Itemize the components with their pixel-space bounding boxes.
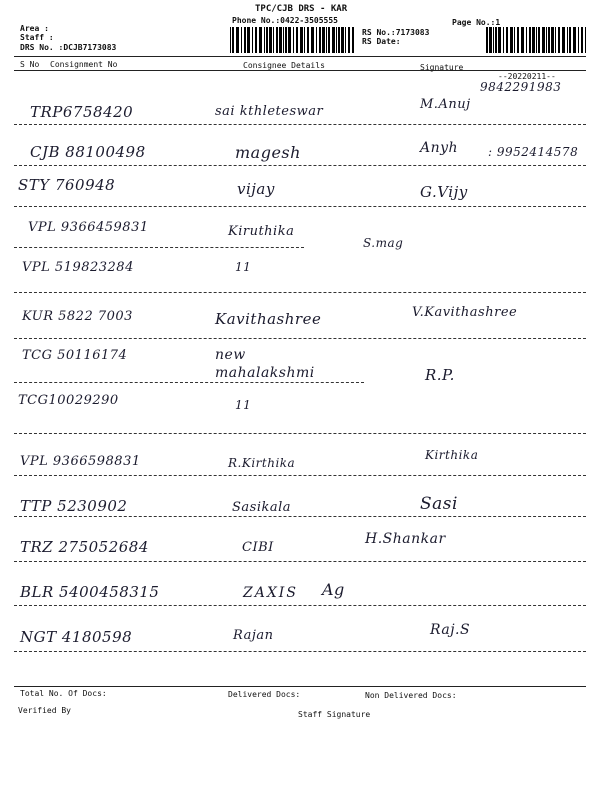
total-docs-label: Total No. Of Docs:	[20, 689, 107, 698]
staff-signature-label: Staff Signature	[298, 710, 371, 719]
page-number: Page No.:1	[452, 18, 501, 27]
barcode-right	[486, 27, 586, 53]
column-consignee: Consignee Details	[243, 61, 325, 70]
consignee-name: Sasikala	[232, 500, 292, 515]
barcode-left	[230, 27, 354, 53]
consignee-name: sai kthleteswar	[215, 104, 324, 119]
row-divider	[14, 247, 304, 248]
consignee-name: new mahalakshmi	[215, 347, 315, 381]
phone-note: : 9952414578	[488, 145, 579, 159]
consignee-name: magesh	[235, 143, 301, 162]
signature-text: S.mag	[363, 236, 404, 250]
row-divider	[14, 165, 586, 166]
consignment-number: TTP 5230902	[20, 497, 128, 515]
consignment-number: CJB 88100498	[30, 143, 146, 161]
consignment-number: TRZ 275052684	[20, 538, 149, 556]
row-divider	[14, 338, 586, 339]
row-divider	[14, 605, 586, 606]
signature-text: V.Kavithashree	[412, 305, 518, 320]
consignee-name: Kiruthika	[228, 224, 295, 239]
consignee-name: 11	[235, 260, 252, 274]
delivered-docs-label: Delivered Docs:	[228, 690, 301, 699]
consignee-name: Rajan	[233, 628, 274, 643]
consignment-number: STY 760948	[18, 176, 116, 194]
signature-text: Ag	[322, 580, 345, 599]
top-phone-note: 9842291983	[480, 80, 562, 94]
consignee-name: CIBI	[242, 540, 274, 555]
signature-text: R.P.	[425, 366, 455, 384]
consignment-number: TCG10029290	[18, 393, 119, 408]
row-divider	[14, 382, 364, 383]
column-sno: S No	[20, 60, 40, 69]
verified-by-label: Verified By	[18, 706, 71, 715]
row-divider	[14, 206, 586, 207]
column-consignment: Consignment No	[50, 60, 118, 69]
consignment-number: TRP6758420	[30, 103, 134, 121]
consignee-name: R.Kirthika	[228, 456, 296, 470]
non-delivered-docs-label: Non Delivered Docs:	[365, 691, 457, 700]
signature-text: Raj.S	[430, 622, 471, 638]
consignment-number: BLR 5400458315	[20, 583, 160, 601]
consignee-name: vijay	[237, 180, 275, 198]
column-signature: Signature	[420, 63, 464, 72]
row-divider	[14, 433, 586, 434]
signature-text: G.Vijy	[420, 183, 468, 201]
signature-text: H.Shankar	[365, 531, 446, 547]
consignment-number: VPL 9366598831	[20, 454, 141, 469]
rs-number: RS No.:7173083	[362, 28, 430, 37]
rs-date: RS Date:	[362, 37, 401, 46]
consignment-number: VPL 519823284	[22, 260, 134, 275]
phone-number: Phone No.:0422-3505555	[232, 16, 338, 25]
header-divider-top	[14, 56, 586, 57]
row-divider	[14, 561, 586, 562]
signature-text: Anyh	[420, 140, 459, 156]
consignment-number: TCG 50116174	[22, 348, 128, 363]
row-divider	[14, 651, 586, 652]
date-stamp: --20220211--	[498, 72, 556, 81]
consignment-number: VPL 9366459831	[28, 220, 149, 235]
area-label: Area :	[20, 24, 49, 33]
row-divider	[14, 292, 586, 293]
row-divider	[14, 124, 586, 125]
row-divider	[14, 516, 586, 517]
consignee-name: 11	[235, 398, 252, 412]
signature-text: M.Anuj	[420, 97, 471, 112]
footer-divider	[14, 686, 586, 687]
row-divider	[14, 475, 586, 476]
document-title: TPC/CJB DRS - KAR	[255, 4, 348, 14]
signature-text: Sasi	[420, 494, 458, 514]
drs-number: DRS No. :DCJB7173083	[20, 43, 117, 52]
header-divider-bottom	[14, 70, 586, 71]
consignment-number: NGT 4180598	[20, 628, 133, 646]
consignee-name: Kavithashree	[215, 310, 322, 328]
staff-label: Staff :	[20, 33, 54, 42]
consignment-number: KUR 5822 7003	[22, 309, 133, 324]
signature-text: Kirthika	[425, 448, 479, 462]
consignee-name: ZAXIS	[243, 585, 298, 601]
